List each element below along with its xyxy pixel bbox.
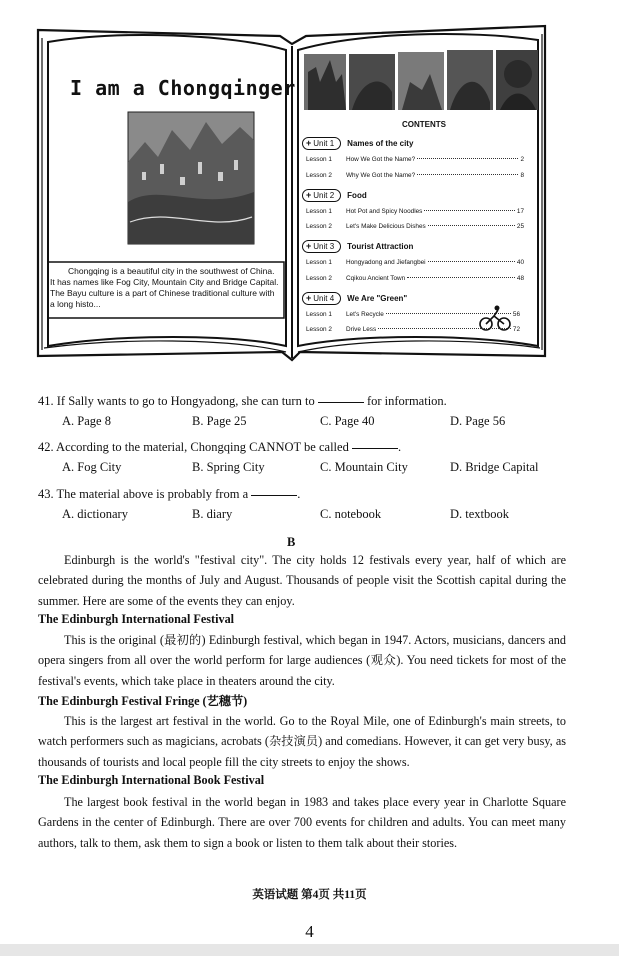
photo-strip xyxy=(304,50,538,110)
lesson-row: Lesson 1 Let's Recycle 56 xyxy=(306,311,520,318)
unit-row xyxy=(302,291,407,305)
contents-title: CONTENTS xyxy=(402,120,446,129)
lesson-row: Lesson 1 Hot Pot and Spicy Noodles 17 xyxy=(306,208,524,215)
unit-name: Names of the city xyxy=(347,138,414,148)
option-c[interactable]: C. Page 40 xyxy=(320,414,375,428)
option-a[interactable]: A. Fog City xyxy=(62,460,122,474)
option-d[interactable]: D. Bridge Capital xyxy=(450,460,539,474)
section-heading: The Edinburgh Festival Fringe (艺穗节) xyxy=(38,694,248,708)
page-footer: 英语试题 第4页 共11页 xyxy=(252,889,367,901)
option-c[interactable]: C. Mountain City xyxy=(320,460,408,474)
unit-row xyxy=(302,136,413,150)
lesson-row: Lesson 1 How We Got the Name? 2 xyxy=(306,156,524,163)
question-42: 42. According to the material, Chongqing CANNOT be called . xyxy=(38,440,402,454)
book-left-title: I am a Chongqinger xyxy=(70,76,296,100)
option-a[interactable]: A. Page 8 xyxy=(62,414,111,428)
bottom-band xyxy=(0,944,619,956)
unit-name: Food xyxy=(347,190,367,200)
section-label: B xyxy=(287,535,296,549)
option-d[interactable]: D. Page 56 xyxy=(450,414,506,428)
answer-blank[interactable] xyxy=(251,495,297,496)
unit-name: We Are "Green" xyxy=(347,293,408,303)
unit-badge: + Unit 2 xyxy=(302,189,341,202)
option-a[interactable]: A. dictionary xyxy=(62,507,128,521)
section-text: The largest book festival in the world began in 1983 and takes place every year in Charlotte Square Gardens in the center of Edinburgh. There are over 700 events for children and adults. You can meet many authors, talk to them, ask them to sign a book or listen to them talk about their stories. xyxy=(38,795,566,850)
unit-badge: + Unit 4 xyxy=(302,292,341,305)
section-heading: The Edinburgh International Festival xyxy=(38,612,235,626)
lesson-row: Lesson 2 Let's Make Delicious Dishes 25 xyxy=(306,223,524,230)
lesson-row: Lesson 2 Drive Less 72 xyxy=(306,326,520,333)
lesson-row: Lesson 2 Why We Got the Name? 8 xyxy=(306,172,524,179)
unit-badge: + Unit 3 xyxy=(302,240,341,253)
lesson-row: Lesson 2 Cqikou Ancient Town 48 xyxy=(306,275,524,282)
lesson-row: Lesson 1 Hongyadong and Jiefangbei 40 xyxy=(306,259,524,266)
question-41: 41. If Sally wants to go to Hongyadong, she can turn to for information. xyxy=(38,394,447,408)
option-d[interactable]: D. textbook xyxy=(450,507,510,521)
section-text: This is the original (最初的) Edinburgh festival, which began in 1947. Actors, musicians, dancers and opera singers from all over the world perform for large audiences (观众). You need tickets for most of the festival's events, which take place in theaters around the city. xyxy=(38,633,566,688)
unit-row xyxy=(302,239,413,253)
option-b[interactable]: B. diary xyxy=(192,507,233,521)
unit-row xyxy=(302,188,367,202)
option-b[interactable]: B. Spring City xyxy=(192,460,265,474)
option-b[interactable]: B. Page 25 xyxy=(192,414,247,428)
option-c[interactable]: C. notebook xyxy=(320,507,382,521)
book-caption: Chongqing is a beautiful city in the southwest of China. It has names like Fog City, Mountain City and Bridge Capital. The Bayu culture is a part of Chinese traditional culture with a long histo... xyxy=(50,266,279,309)
section-text: This is the largest art festival in the world. Go to the Royal Mile, one of Edinburgh's main streets, to watch performers such as magicians, acrobats (杂技演员) and comedians. However, it can get very busy, as thousands of tourists and local people fill the city streets to enjoy the shows. xyxy=(38,714,566,769)
city-illustration xyxy=(128,112,254,244)
unit-badge: + Unit 1 xyxy=(302,137,341,150)
passage-intro: Edinburgh is the world's "festival city". The city holds 12 festivals every year, half of which are celebrated during the months of July and August. Thousands of people visit the Scottish capital during the summer. Here are some of the events they can enjoy. xyxy=(38,553,566,608)
page-number: 4 xyxy=(305,922,314,941)
answer-blank[interactable] xyxy=(318,402,364,403)
question-43: 43. The material above is probably from a . xyxy=(38,487,301,501)
section-heading: The Edinburgh International Book Festival xyxy=(38,773,265,787)
unit-name: Tourist Attraction xyxy=(347,241,414,251)
answer-blank[interactable] xyxy=(352,448,398,449)
